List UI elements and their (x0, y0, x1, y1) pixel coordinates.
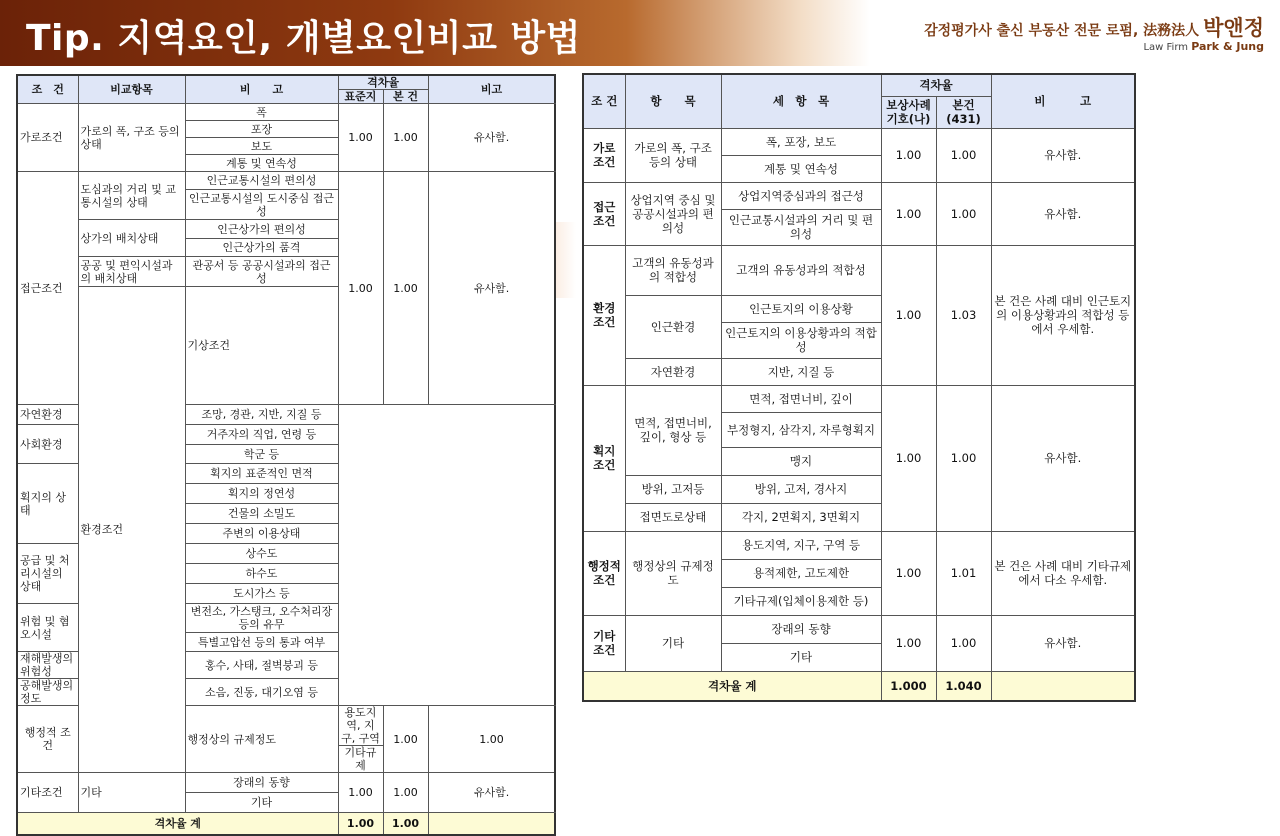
t1-item: 자연환경 (17, 405, 78, 425)
t2-condition: 가로 조건 (583, 128, 625, 182)
t1-note: 하수도 (185, 564, 338, 584)
t2-detail: 부정형지, 삼각지, 자루형획지 (721, 412, 881, 447)
t1-note: 거주자의 직업, 연령 등 (185, 425, 338, 445)
t2-header-remark: 비 고 (991, 74, 1135, 128)
t2-total-row (583, 671, 1135, 701)
table-row (583, 128, 1135, 155)
t2-rate-case: 1.00 (881, 531, 936, 615)
brand-sub-label: Law Firm (1143, 42, 1188, 53)
t1-remark: 유사함. (428, 104, 555, 172)
t2-total-label: 격차율 계 (583, 671, 881, 701)
t1-note: 변전소, 가스탱크, 오수처리장 등의 유무 (185, 604, 338, 633)
t2-condition: 기타 조건 (583, 615, 625, 671)
t1-total-subject: 1.00 (383, 813, 428, 835)
brand-logo (924, 12, 1264, 53)
t2-detail: 맹지 (721, 447, 881, 475)
t1-condition: 행정적 조건 (17, 706, 78, 773)
t1-note: 획지의 표준적인 면적 (185, 464, 338, 484)
table-row (17, 773, 555, 793)
t1-note: 인근교통시설의 편의성 (185, 172, 338, 190)
t1-note: 포장 (185, 121, 338, 138)
t2-rate-subject: 1.03 (936, 245, 991, 385)
t1-note: 상수도 (185, 544, 338, 564)
t1-rate-subject: 1.00 (383, 104, 428, 172)
t2-header-detail: 세 항 목 (721, 74, 881, 128)
t1-item: 가로의 폭, 구조 등의 상태 (78, 104, 185, 172)
t2-remark: 본 건은 사례 대비 기타규제에서 다소 우세함. (991, 531, 1135, 615)
t2-condition: 환경 조건 (583, 245, 625, 385)
t2-detail: 방위, 고저, 경사지 (721, 475, 881, 503)
t1-rate-std: 1.00 (383, 706, 428, 773)
t1-rate-subject: 1.00 (383, 773, 428, 813)
t2-item: 접면도로상태 (625, 503, 721, 531)
page-title: Tip. 지역요인, 개별요인비교 방법 (26, 18, 581, 59)
brand-sub-name: Park & Jung (1191, 40, 1264, 53)
t1-item: 행정상의 규제정도 (185, 706, 338, 773)
t1-rate-std: 1.00 (338, 172, 383, 405)
t2-detail: 인근토지의 이용상황 (721, 295, 881, 322)
t1-item: 공해발생의 정도 (17, 679, 78, 706)
t1-note: 인근상가의 품격 (185, 239, 338, 257)
t1-note: 기타 (185, 793, 338, 813)
t2-condition: 행정적 조건 (583, 531, 625, 615)
t2-header-diff: 격차율 (881, 74, 991, 96)
t2-remark: 유사함. (991, 615, 1135, 671)
t1-condition: 기타조건 (17, 773, 78, 813)
t2-condition: 획지 조건 (583, 385, 625, 531)
t1-item: 도심과의 거리 및 교통시설의 상태 (78, 172, 185, 220)
title-banner (0, 0, 870, 66)
t2-total-remark (991, 671, 1135, 701)
t1-rate-std: 1.00 (338, 104, 383, 172)
t2-rate-case: 1.00 (881, 385, 936, 531)
t2-detail: 장래의 동향 (721, 615, 881, 643)
brand-main: 감정평가사 출신 부동산 전문 로펌, 法務法人 (924, 23, 1200, 39)
t2-rate-subject: 1.00 (936, 615, 991, 671)
t1-rate-subject: 1.00 (383, 172, 428, 405)
t2-rate-case: 1.00 (881, 245, 936, 385)
t2-detail: 용적제한, 고도제한 (721, 559, 881, 587)
decorative-stripe (556, 222, 576, 298)
table-row (17, 172, 555, 190)
t2-condition: 접근 조건 (583, 182, 625, 245)
t1-note: 소음, 진동, 대기오염 등 (185, 679, 338, 706)
t1-item: 상가의 배치상태 (78, 220, 185, 257)
t2-detail: 상업지역중심과의 접근성 (721, 182, 881, 209)
t2-detail: 고객의 유동성과의 적합성 (721, 245, 881, 295)
t1-condition: 가로조건 (17, 104, 78, 172)
t2-remark: 유사함. (991, 385, 1135, 531)
table1-header-row (17, 75, 555, 90)
t1-condition: 접근조건 (17, 172, 78, 405)
t2-detail: 기타 (721, 643, 881, 671)
t1-header-std: 표준지 (338, 90, 383, 104)
t1-note: 획지의 정연성 (185, 484, 338, 504)
t1-note: 계통 및 연속성 (185, 155, 338, 172)
t2-detail: 용도지역, 지구, 구역 등 (721, 531, 881, 559)
t2-header-item: 항 목 (625, 74, 721, 128)
t2-detail: 인근교통시설과의 거리 및 편의성 (721, 209, 881, 245)
t2-item: 고객의 유동성과의 적합성 (625, 245, 721, 295)
t1-header-condition: 조 건 (17, 75, 78, 104)
t2-item: 가로의 폭, 구조 등의 상태 (625, 128, 721, 182)
t1-note: 기타규제 (338, 746, 383, 773)
t2-rate-subject: 1.00 (936, 128, 991, 182)
t2-remark: 유사함. (991, 182, 1135, 245)
table-row (583, 531, 1135, 559)
t2-item: 자연환경 (625, 358, 721, 385)
t2-header-condition: 조 건 (583, 74, 625, 128)
t1-note: 특별고압선 등의 통과 여부 (185, 633, 338, 652)
t2-detail: 면적, 접면너비, 깊이 (721, 385, 881, 412)
t1-item: 기상조건 (185, 287, 338, 405)
t1-note: 인근교통시설의 도시중심 접근성 (185, 190, 338, 220)
t1-condition: 환경조건 (78, 287, 185, 773)
t1-header-diff: 격차율 (338, 75, 428, 90)
t2-header-case: 보상사례 기호(나) (881, 96, 936, 128)
t2-detail: 계통 및 연속성 (721, 155, 881, 182)
individual-factor-table (582, 73, 1136, 702)
t2-header-subject: 본건 (431) (936, 96, 991, 128)
t2-detail: 기타규제(입체이용제한 등) (721, 587, 881, 615)
t2-total-case: 1.000 (881, 671, 936, 701)
t1-item: 획지의 상태 (17, 464, 78, 544)
t1-item: 위험 및 혐오시설 (17, 604, 78, 652)
t2-rate-subject: 1.00 (936, 385, 991, 531)
t2-rate-case: 1.00 (881, 128, 936, 182)
t1-total-row (17, 813, 555, 835)
table-row (583, 615, 1135, 643)
t1-header-subject: 본 건 (383, 90, 428, 104)
t2-detail: 폭, 포장, 보도 (721, 128, 881, 155)
t1-note: 건물의 소밀도 (185, 504, 338, 524)
t1-note: 용도지역, 지구, 구역 (338, 706, 383, 746)
t1-note: 조망, 경관, 지반, 지질 등 (185, 405, 338, 425)
t2-total-subject: 1.040 (936, 671, 991, 701)
t1-note: 장래의 동향 (185, 773, 338, 793)
table-row (583, 182, 1135, 209)
t2-detail: 인근토지의 이용상황과의 적합성 (721, 322, 881, 358)
table-row (583, 245, 1135, 295)
t1-item: 기타 (78, 773, 185, 813)
t1-note: 인근상가의 편의성 (185, 220, 338, 239)
t1-note: 관공서 등 공공시설과의 접근성 (185, 257, 338, 287)
t1-header-remark: 비고 (428, 75, 555, 104)
t2-remark: 유사함. (991, 128, 1135, 182)
t1-note: 학군 등 (185, 445, 338, 464)
t2-rate-subject: 1.00 (936, 182, 991, 245)
t1-total-std: 1.00 (338, 813, 383, 835)
t2-item: 방위, 고저등 (625, 475, 721, 503)
t2-remark: 본 건은 사례 대비 인근토지의 이용상황과의 적합성 등에서 우세함. (991, 245, 1135, 385)
t1-note: 주변의 이용상태 (185, 524, 338, 544)
t1-note: 도시가스 등 (185, 584, 338, 604)
t2-item: 행정상의 규제정도 (625, 531, 721, 615)
t1-header-item: 비교항목 (78, 75, 185, 104)
t2-item: 상업지역 중심 및 공공시설과의 편의성 (625, 182, 721, 245)
t1-total-label: 격차율 계 (17, 813, 338, 835)
t2-rate-case: 1.00 (881, 182, 936, 245)
table-row (17, 104, 555, 121)
t2-rate-subject: 1.01 (936, 531, 991, 615)
t1-item: 공급 및 처리시설의 상태 (17, 544, 78, 604)
t1-total-remark (428, 813, 555, 835)
t1-remark: 유사함. (428, 773, 555, 813)
t1-note: 보도 (185, 138, 338, 155)
t1-item: 재해발생의 위험성 (17, 652, 78, 679)
t2-rate-case: 1.00 (881, 615, 936, 671)
t1-item: 공공 및 편익시설과의 배치상태 (78, 257, 185, 287)
t1-rate-subject: 1.00 (428, 706, 555, 773)
t2-detail: 지반, 지질 등 (721, 358, 881, 385)
t1-note: 홍수, 사태, 절벽붕괴 등 (185, 652, 338, 679)
t1-item: 사회환경 (17, 425, 78, 464)
t1-rate-std: 1.00 (338, 773, 383, 813)
brand-tagline (924, 12, 1264, 42)
t1-remark: 유사함. (428, 172, 555, 405)
t2-item: 기타 (625, 615, 721, 671)
regional-factor-table (16, 74, 556, 836)
t2-item: 면적, 접면너비, 깊이, 형상 등 (625, 385, 721, 475)
t2-item: 인근환경 (625, 295, 721, 358)
t2-detail: 각지, 2면획지, 3면획지 (721, 503, 881, 531)
table-row (583, 385, 1135, 412)
t1-note: 폭 (185, 104, 338, 121)
table2-header-row (583, 74, 1135, 96)
t1-header-note: 비 고 (185, 75, 338, 104)
brand-name: 박앤정 (1203, 16, 1264, 40)
